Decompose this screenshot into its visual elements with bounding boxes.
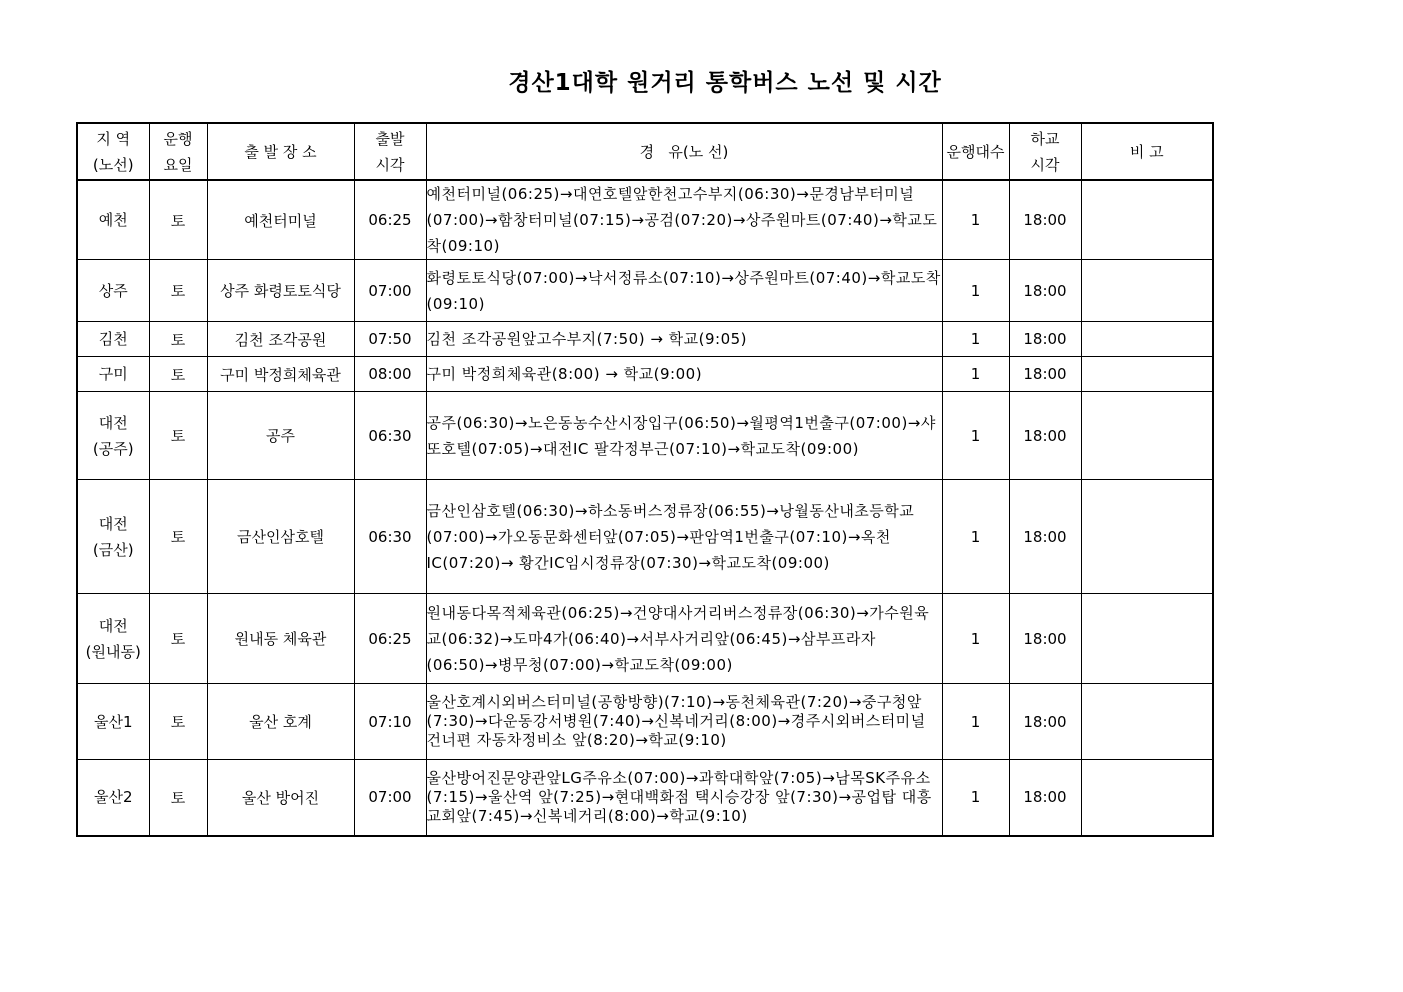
depart-cell: 07:50 <box>354 322 426 357</box>
region-cell: 구미 <box>77 357 149 392</box>
day-cell: 토 <box>149 760 207 836</box>
region-cell: 울산2 <box>77 760 149 836</box>
region-cell: 예천 <box>77 180 149 260</box>
origin-cell: 울산 호계 <box>207 684 354 760</box>
depart-cell: 07:10 <box>354 684 426 760</box>
header-day: 운행 요일 <box>149 123 207 180</box>
return-cell: 18:00 <box>1009 260 1081 322</box>
header-note: 비 고 <box>1081 123 1213 180</box>
note-cell <box>1081 180 1213 260</box>
day-cell: 토 <box>149 480 207 594</box>
bus-count-cell: 1 <box>942 760 1009 836</box>
note-cell <box>1081 480 1213 594</box>
depart-cell: 06:30 <box>354 392 426 480</box>
depart-cell: 07:00 <box>354 760 426 836</box>
depart-cell: 07:00 <box>354 260 426 322</box>
table-row <box>77 480 1213 594</box>
header-origin: 출 발 장 소 <box>207 123 354 180</box>
header-depart-time: 출발 시각 <box>354 123 426 180</box>
bus-count-cell: 1 <box>942 684 1009 760</box>
table-row <box>77 760 1213 836</box>
header-route: 경 유(노 선) <box>426 123 942 180</box>
return-cell: 18:00 <box>1009 760 1081 836</box>
region-cell: 대전 (공주) <box>77 392 149 480</box>
bus-count-cell: 1 <box>942 392 1009 480</box>
note-cell <box>1081 357 1213 392</box>
origin-cell: 상주 화령토토식당 <box>207 260 354 322</box>
region-cell: 김천 <box>77 322 149 357</box>
header-row <box>77 123 1213 180</box>
note-cell <box>1081 260 1213 322</box>
bus-count-cell: 1 <box>942 480 1009 594</box>
bus-count-cell: 1 <box>942 322 1009 357</box>
day-cell: 토 <box>149 594 207 684</box>
return-cell: 18:00 <box>1009 357 1081 392</box>
day-cell: 토 <box>149 392 207 480</box>
origin-cell: 공주 <box>207 392 354 480</box>
route-cell: 화령토토식당(07:00)→낙서정류소(07:10)→상주원마트(07:40)→학교도착(09:10) <box>426 260 942 322</box>
note-cell <box>1081 594 1213 684</box>
origin-cell: 금산인삼호텔 <box>207 480 354 594</box>
note-cell <box>1081 322 1213 357</box>
day-cell: 토 <box>149 357 207 392</box>
origin-cell: 구미 박정희체육관 <box>207 357 354 392</box>
route-cell: 구미 박정희체육관(8:00) → 학교(9:00) <box>426 357 942 392</box>
day-cell: 토 <box>149 180 207 260</box>
origin-cell: 김천 조각공원 <box>207 322 354 357</box>
return-cell: 18:00 <box>1009 594 1081 684</box>
table-row <box>77 260 1213 322</box>
table-row <box>77 594 1213 684</box>
table-row <box>77 357 1213 392</box>
return-cell: 18:00 <box>1009 480 1081 594</box>
header-region: 지 역 (노선) <box>77 123 149 180</box>
page-title: 경산1대학 원거리 통학버스 노선 및 시간 <box>508 70 942 96</box>
note-cell <box>1081 684 1213 760</box>
depart-cell: 08:00 <box>354 357 426 392</box>
return-cell: 18:00 <box>1009 684 1081 760</box>
return-cell: 18:00 <box>1009 392 1081 480</box>
origin-cell: 예천터미널 <box>207 180 354 260</box>
table-row <box>77 684 1213 760</box>
note-cell <box>1081 392 1213 480</box>
note-cell <box>1081 760 1213 836</box>
bus-count-cell: 1 <box>942 180 1009 260</box>
region-cell: 상주 <box>77 260 149 322</box>
return-cell: 18:00 <box>1009 322 1081 357</box>
day-cell: 토 <box>149 322 207 357</box>
bus-schedule-table <box>76 122 1214 837</box>
region-cell: 울산1 <box>77 684 149 760</box>
route-cell: 원내동다목적체육관(06:25)→건양대사거리버스정류장(06:30)→가수원육교(06:32)→도마4가(06:40)→서부사거리앞(06:45)→삼부프라자(06:50)→병무청(07:00)→학교도착(09:00) <box>426 594 942 684</box>
depart-cell: 06:25 <box>354 594 426 684</box>
bus-count-cell: 1 <box>942 357 1009 392</box>
day-cell: 토 <box>149 684 207 760</box>
depart-cell: 06:30 <box>354 480 426 594</box>
origin-cell: 원내동 체육관 <box>207 594 354 684</box>
header-return-time: 하교 시각 <box>1009 123 1081 180</box>
header-bus-count: 운행대수 <box>942 123 1009 180</box>
route-cell: 공주(06:30)→노은동농수산시장입구(06:50)→월평역1번출구(07:00)→샤또호텔(07:05)→대전IC 팔각정부근(07:10)→학교도착(09:00) <box>426 392 942 480</box>
region-cell: 대전 (금산) <box>77 480 149 594</box>
depart-cell: 06:25 <box>354 180 426 260</box>
origin-cell: 울산 방어진 <box>207 760 354 836</box>
route-cell: 울산호계시외버스터미널(공항방향)(7:10)→동천체육관(7:20)→중구청앞(7:30)→다운동강서병원(7:40)→신복네거리(8:00)→경주시외버스터미널 건너편 자동차정비소 앞(8:20)→학교(9:10) <box>426 684 942 760</box>
route-cell: 예천터미널(06:25)→대연호텔앞한천고수부지(06:30)→문경남부터미널(07:00)→함창터미널(07:15)→공검(07:20)→상주원마트(07:40)→학교도착(09:10) <box>426 180 942 260</box>
route-cell: 울산방어진문양관앞LG주유소(07:00)→과학대학앞(7:05)→남목SK주유소(7:15)→울산역 앞(7:25)→현대백화점 택시승강장 앞(7:30)→공업탑 대흥교회앞(7:45)→신복네거리(8:00)→학교(9:10) <box>426 760 942 836</box>
table-row <box>77 322 1213 357</box>
bus-count-cell: 1 <box>942 260 1009 322</box>
table-row <box>77 392 1213 480</box>
return-cell: 18:00 <box>1009 180 1081 260</box>
table-row <box>77 180 1213 260</box>
route-cell: 금산인삼호텔(06:30)→하소동버스정류장(06:55)→낭월동산내초등학교(07:00)→가오동문화센터앞(07:05)→판암역1번출구(07:10)→옥천IC(07:20)→ 황간IC임시정류장(07:30)→학교도착(09:00) <box>426 480 942 594</box>
route-cell: 김천 조각공원앞고수부지(7:50) → 학교(9:05) <box>426 322 942 357</box>
region-cell: 대전 (원내동) <box>77 594 149 684</box>
day-cell: 토 <box>149 260 207 322</box>
bus-count-cell: 1 <box>942 594 1009 684</box>
